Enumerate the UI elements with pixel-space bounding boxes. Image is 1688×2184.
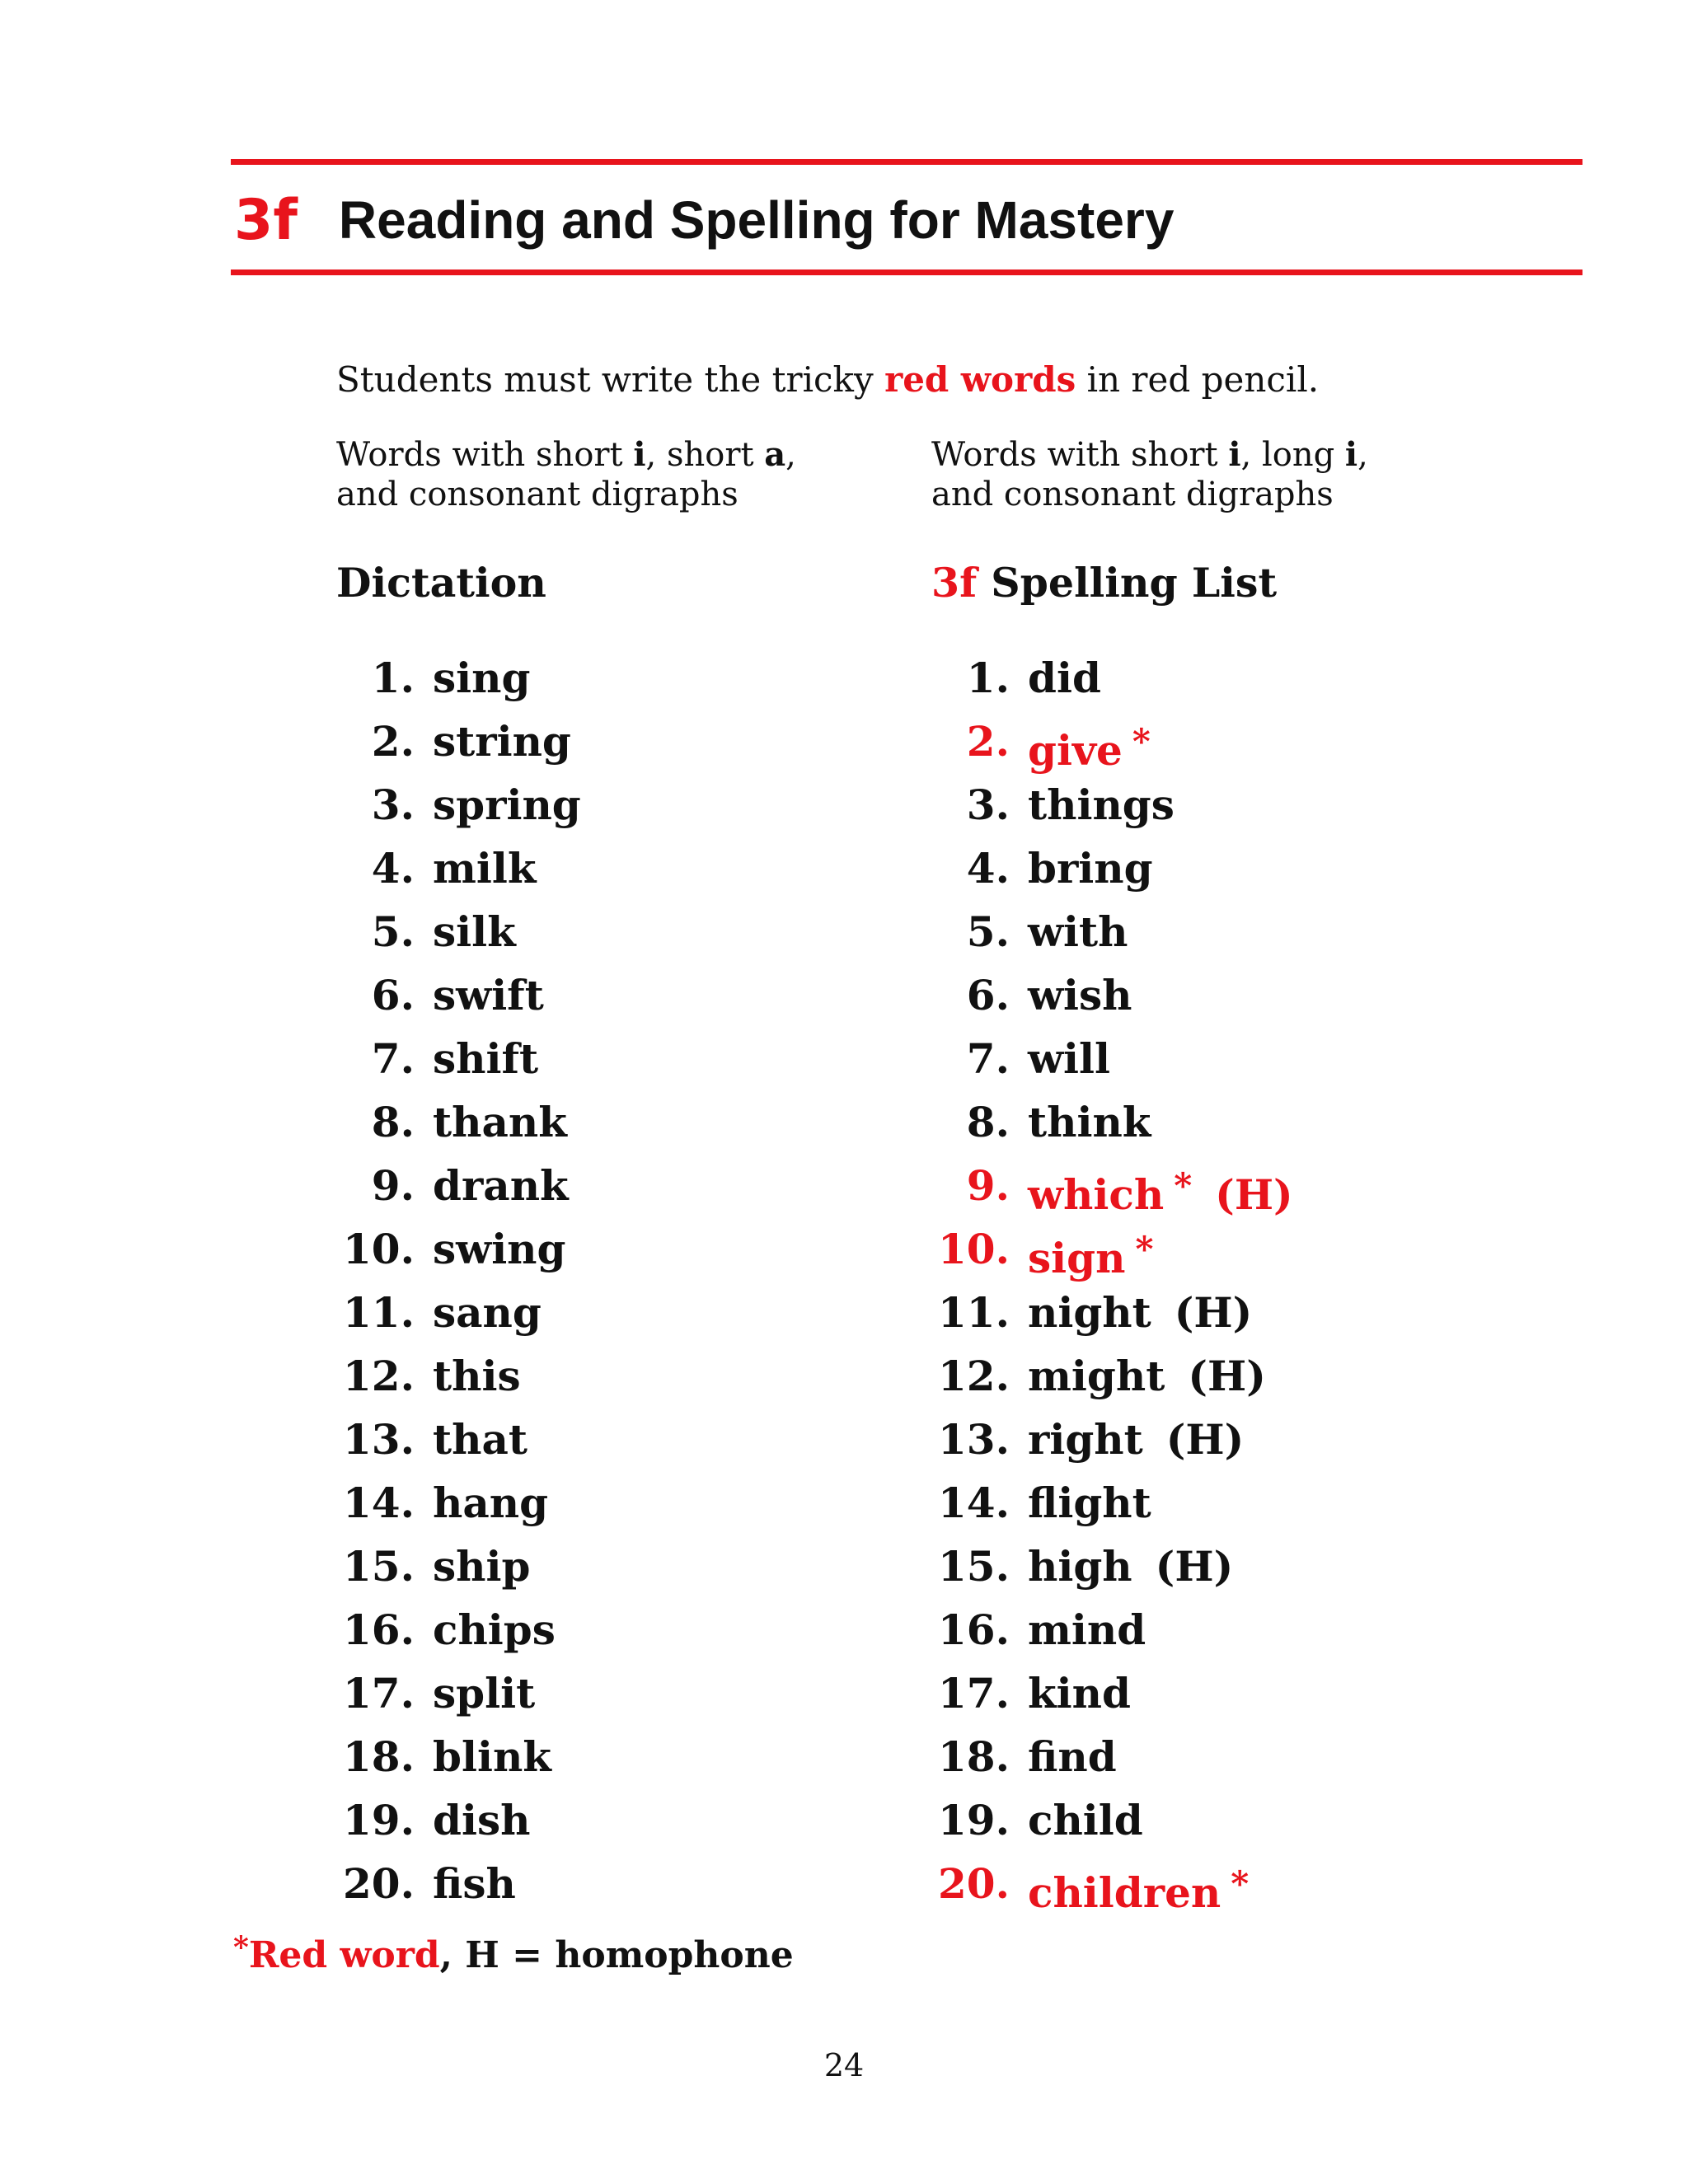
item-word: string <box>433 717 571 766</box>
item-number: 3. <box>966 780 1010 829</box>
item-word-group <box>415 1281 542 1344</box>
item-number: 18. <box>343 1732 415 1781</box>
item-number: 1. <box>966 654 1010 702</box>
item-word: sing <box>433 654 531 702</box>
item-word-group <box>415 1661 535 1725</box>
list-item <box>931 1788 1143 1852</box>
item-number: 8. <box>371 1098 415 1146</box>
item-word: children <box>1028 1868 1221 1917</box>
item-word: mind <box>1028 1605 1146 1654</box>
list-item <box>931 1598 1146 1661</box>
homophone-marker: (H) <box>1165 1415 1245 1464</box>
list-item <box>931 1344 1266 1408</box>
intro-before: Students must write the tricky <box>336 359 885 400</box>
item-word-group <box>1010 1217 1153 1290</box>
item-number: 10. <box>938 1225 1010 1273</box>
item-number: 13. <box>343 1415 415 1464</box>
item-word: high <box>1028 1542 1132 1591</box>
item-word-group <box>415 1344 521 1408</box>
legend: *Red word, H = homophone <box>233 1930 794 1976</box>
bottom-rule <box>231 269 1582 275</box>
list-item <box>931 1281 1253 1344</box>
item-word: hang <box>433 1479 549 1527</box>
item-word: split <box>433 1669 536 1718</box>
item-word: chips <box>433 1605 556 1654</box>
item-word: give <box>1028 726 1123 775</box>
item-number: 8. <box>966 1098 1010 1146</box>
item-number: 12. <box>343 1352 415 1400</box>
item-word-group <box>415 1090 567 1154</box>
item-number: 15. <box>343 1542 415 1591</box>
item-word-group <box>1010 1788 1143 1852</box>
homophone-marker: (H) <box>1215 1170 1293 1219</box>
item-word-group <box>1010 837 1153 900</box>
item-word-group <box>415 1725 551 1788</box>
list-item <box>931 1661 1131 1725</box>
item-word-group <box>415 1852 516 1915</box>
list-item <box>931 1154 1293 1219</box>
list-item <box>336 773 581 837</box>
item-number: 14. <box>343 1479 415 1527</box>
item-number: 9. <box>371 1161 415 1210</box>
item-word: thank <box>433 1098 567 1146</box>
item-word: drank <box>433 1161 569 1210</box>
right-subtitle-line-2: and consonant digraphs <box>931 476 1334 513</box>
item-word: this <box>433 1352 521 1400</box>
homophone-marker: (H) <box>1174 1288 1253 1337</box>
list-item <box>931 646 1101 710</box>
dictation-column <box>336 435 796 1908</box>
list-item <box>931 1852 1250 1917</box>
item-word: swift <box>433 971 544 1019</box>
item-word: sang <box>433 1288 542 1337</box>
item-word: night <box>1028 1288 1151 1337</box>
list-item <box>336 1725 551 1788</box>
item-word-group <box>1010 1344 1266 1408</box>
list-item <box>336 1408 528 1471</box>
item-number: 16. <box>343 1605 415 1654</box>
item-number: 4. <box>966 844 1010 893</box>
spelling-column <box>931 435 1368 1917</box>
item-word-group <box>1010 1281 1252 1344</box>
item-word-group <box>1010 646 1101 710</box>
list-item <box>336 1788 531 1852</box>
list-item <box>931 837 1153 900</box>
item-word: spring <box>433 780 581 829</box>
item-word-group <box>415 900 516 963</box>
item-number: 11. <box>938 1288 1010 1337</box>
item-word-group <box>415 1408 528 1471</box>
item-number: 19. <box>343 1796 415 1844</box>
list-item <box>931 900 1128 963</box>
item-word-group <box>415 1471 548 1535</box>
item-word-group <box>415 1788 530 1852</box>
list-item <box>931 1090 1151 1154</box>
red-word-marker: * <box>1135 1229 1154 1269</box>
item-word-group <box>1010 1154 1293 1226</box>
list-item <box>336 1852 516 1915</box>
item-word-group <box>415 646 530 710</box>
list-item <box>336 837 537 900</box>
item-word-group <box>415 837 537 900</box>
item-number: 5. <box>371 907 415 956</box>
left-subtitle-line-1: Words with short i, short a, <box>336 435 796 474</box>
list-item <box>336 1154 569 1217</box>
item-word: that <box>433 1415 528 1464</box>
item-number: 12. <box>938 1352 1010 1400</box>
item-word: blink <box>433 1732 551 1781</box>
item-number: 9. <box>966 1161 1010 1210</box>
item-number: 7. <box>966 1034 1010 1083</box>
item-word: will <box>1028 1034 1111 1083</box>
dictation-list <box>336 646 581 1915</box>
item-word: with <box>1028 907 1128 956</box>
red-word-marker: * <box>1132 721 1151 762</box>
list-item <box>931 1725 1117 1788</box>
red-word-marker: * <box>1174 1165 1193 1206</box>
item-number: 6. <box>371 971 415 1019</box>
item-word-group <box>1010 900 1128 963</box>
top-rule <box>231 159 1582 165</box>
item-word: child <box>1028 1796 1143 1844</box>
item-word: right <box>1028 1415 1143 1464</box>
item-number: 6. <box>966 971 1010 1019</box>
page-title <box>234 183 1174 257</box>
item-number: 2. <box>966 717 1010 766</box>
intro-after: in red pencil. <box>1076 359 1320 400</box>
item-number: 20. <box>343 1859 415 1908</box>
list-item <box>931 1027 1111 1090</box>
item-word: which <box>1028 1170 1165 1219</box>
item-number: 3. <box>371 780 415 829</box>
item-number: 19. <box>938 1796 1010 1844</box>
item-number: 14. <box>938 1479 1010 1527</box>
item-word-group <box>415 1217 566 1281</box>
item-number: 16. <box>938 1605 1010 1654</box>
list-item <box>931 1408 1245 1471</box>
item-word: might <box>1028 1352 1165 1400</box>
item-word-group <box>415 1027 538 1090</box>
spelling-list <box>931 646 1293 1917</box>
item-word-group <box>1010 773 1175 837</box>
list-item <box>336 1344 521 1408</box>
homophone-marker: (H) <box>1188 1352 1266 1400</box>
list-item <box>931 773 1175 837</box>
item-word: kind <box>1028 1669 1131 1718</box>
item-word: shift <box>433 1034 539 1083</box>
item-number: 5. <box>966 907 1010 956</box>
list-item <box>336 1090 567 1154</box>
list-item <box>336 900 516 963</box>
item-number: 7. <box>371 1034 415 1083</box>
page-number: 24 <box>823 2047 865 2083</box>
item-word: bring <box>1028 844 1153 893</box>
spelling-list-heading: 3f Spelling List <box>931 559 1278 607</box>
list-item <box>931 1217 1154 1282</box>
item-word-group <box>1010 963 1132 1027</box>
item-word: things <box>1028 780 1175 829</box>
item-number: 1. <box>371 654 415 702</box>
item-word-group <box>1010 1027 1110 1090</box>
intro-text <box>336 359 1319 400</box>
item-number: 17. <box>938 1669 1010 1718</box>
item-number: 10. <box>343 1225 415 1273</box>
item-number: 2. <box>371 717 415 766</box>
item-word: think <box>1028 1098 1151 1146</box>
item-word: milk <box>433 844 537 893</box>
item-word-group <box>1010 1408 1244 1471</box>
item-number: 13. <box>938 1415 1010 1464</box>
item-number: 18. <box>938 1732 1010 1781</box>
list-item <box>336 1661 536 1725</box>
item-word-group <box>1010 1661 1131 1725</box>
item-word: swing <box>433 1225 566 1273</box>
list-item <box>336 1027 539 1090</box>
item-word: find <box>1028 1732 1117 1781</box>
item-word-group <box>415 773 581 837</box>
item-number: 15. <box>938 1542 1010 1591</box>
list-item <box>931 1471 1151 1535</box>
list-item <box>931 963 1132 1027</box>
section-code: 3f <box>234 187 298 253</box>
list-item <box>931 710 1151 775</box>
homophone-marker: (H) <box>1155 1542 1234 1591</box>
list-item <box>336 963 544 1027</box>
item-word-group <box>1010 1090 1151 1154</box>
item-word: dish <box>433 1796 531 1844</box>
item-word: ship <box>433 1542 531 1591</box>
item-word: wish <box>1028 971 1132 1019</box>
left-subtitle-line-2: and consonant digraphs <box>336 476 738 513</box>
item-word-group <box>415 963 544 1027</box>
item-word-group <box>415 1598 556 1661</box>
item-word-group <box>415 1154 569 1217</box>
item-number: 17. <box>343 1669 415 1718</box>
item-word: silk <box>433 907 516 956</box>
dictation-heading: Dictation <box>336 559 546 607</box>
item-word-group <box>1010 1471 1151 1535</box>
item-word-group <box>1010 1598 1146 1661</box>
list-item <box>336 710 571 773</box>
item-word: sign <box>1028 1234 1126 1282</box>
list-item <box>931 1535 1234 1598</box>
item-word-group <box>1010 1725 1117 1788</box>
list-item <box>336 1535 531 1598</box>
list-item <box>336 1217 566 1281</box>
item-number: 11. <box>343 1288 415 1337</box>
section-title: Reading and Spelling for Mastery <box>338 190 1175 250</box>
item-word: did <box>1028 654 1101 702</box>
item-word-group <box>415 710 571 773</box>
item-word-group <box>1010 710 1151 782</box>
list-item <box>336 1598 556 1661</box>
intro-highlight: red words <box>884 359 1076 400</box>
list-item <box>336 1471 549 1535</box>
item-word-group <box>1010 1852 1249 1924</box>
list-item <box>336 1281 542 1344</box>
red-word-marker: * <box>1231 1863 1250 1904</box>
item-word-group <box>415 1535 530 1598</box>
item-number: 4. <box>371 844 415 893</box>
item-word: flight <box>1028 1479 1151 1527</box>
item-number: 20. <box>938 1859 1010 1908</box>
item-word-group <box>1010 1535 1233 1598</box>
right-subtitle-line-1: Words with short i, long i, <box>931 435 1368 474</box>
list-item <box>336 646 531 710</box>
item-word: fish <box>433 1859 516 1908</box>
